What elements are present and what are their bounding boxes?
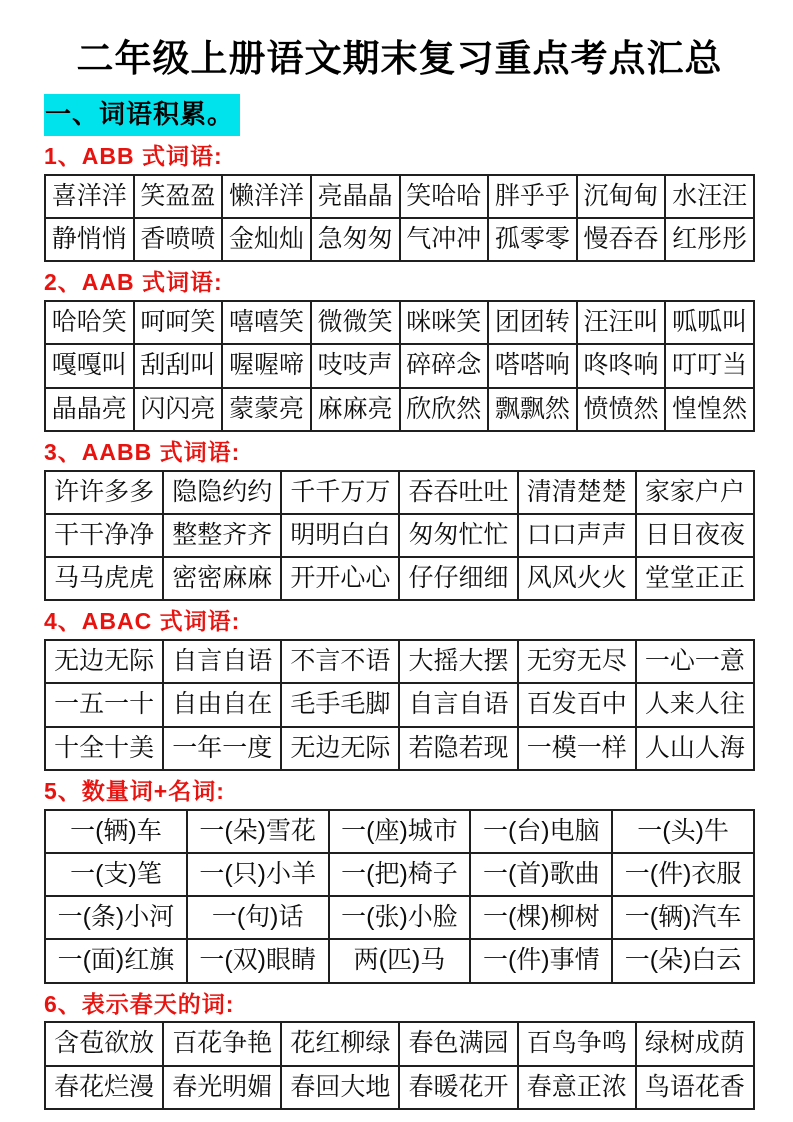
- word-cell: 咚咚响: [577, 344, 666, 387]
- word-cell: 笑哈哈: [400, 175, 489, 218]
- word-cell: 花红柳绿: [281, 1022, 399, 1065]
- word-cell: 十全十美: [45, 727, 163, 770]
- word-cell: 人来人往: [636, 683, 754, 726]
- word-cell: 一年一度: [163, 727, 281, 770]
- word-cell: 一(条)小河: [45, 896, 187, 939]
- words-table-measure-words: [44, 809, 755, 984]
- section-banner-row: [44, 94, 755, 136]
- word-cell: 千千万万: [281, 471, 399, 514]
- word-cell: 愤愤然: [577, 388, 666, 431]
- word-cell: 蒙蒙亮: [222, 388, 311, 431]
- section-heading-abac: 4、ABAC 式词语:: [44, 608, 241, 635]
- word-cell: 麻麻亮: [311, 388, 400, 431]
- word-cell: 清清楚楚: [518, 471, 636, 514]
- word-cell: 碎碎念: [400, 344, 489, 387]
- word-cell: 百花争艳: [163, 1022, 281, 1065]
- word-cell: 吱吱声: [311, 344, 400, 387]
- word-cell: 一(辆)车: [45, 810, 187, 853]
- section-heading-aab: 2、AAB 式词语:: [44, 269, 223, 296]
- word-cell: 吞吞吐吐: [399, 471, 517, 514]
- word-cell: 一(朵)白云: [612, 939, 754, 982]
- word-cell: 气冲冲: [400, 218, 489, 261]
- word-cell: 一(棵)柳树: [470, 896, 612, 939]
- table-row: [45, 471, 754, 514]
- table-row: [45, 301, 754, 344]
- word-cell: 沉甸甸: [577, 175, 666, 218]
- word-cell: 春色满园: [399, 1022, 517, 1065]
- word-cell: 含苞欲放: [45, 1022, 163, 1065]
- word-cell: 整整齐齐: [163, 514, 281, 557]
- table-row: [45, 388, 754, 431]
- word-cell: 香喷喷: [134, 218, 223, 261]
- word-cell: 自由自在: [163, 683, 281, 726]
- word-cell: 嗒嗒响: [488, 344, 577, 387]
- table-row: [45, 853, 754, 896]
- word-cell: 一(件)事情: [470, 939, 612, 982]
- word-cell: 胖乎乎: [488, 175, 577, 218]
- word-cell: 呵呵笑: [134, 301, 223, 344]
- word-cell: 一(句)话: [187, 896, 329, 939]
- table-row: [45, 1066, 754, 1109]
- word-cell: 嘻嘻笑: [222, 301, 311, 344]
- section-heading-abb: 1、ABB 式词语:: [44, 143, 223, 170]
- table-row: [45, 344, 754, 387]
- table-row: [45, 1022, 754, 1065]
- word-cell: 叮叮当: [665, 344, 754, 387]
- word-cell: 一心一意: [636, 640, 754, 683]
- word-cell: 嘎嘎叫: [45, 344, 134, 387]
- word-cell: 一(座)城市: [329, 810, 471, 853]
- word-cell: 春光明媚: [163, 1066, 281, 1109]
- table-row: [45, 939, 754, 982]
- word-cell: 开开心心: [281, 557, 399, 600]
- table-row: [45, 896, 754, 939]
- table-row: [45, 218, 754, 261]
- word-cell: 两(匹)马: [329, 939, 471, 982]
- word-cell: 孤零零: [488, 218, 577, 261]
- word-cell: 人山人海: [636, 727, 754, 770]
- section-banner: 一、词语积累。: [44, 94, 240, 136]
- words-table-abb: [44, 174, 755, 263]
- word-cell: 飘飘然: [488, 388, 577, 431]
- word-cell: 毛手毛脚: [281, 683, 399, 726]
- table-row: [45, 514, 754, 557]
- word-cell: 一(件)衣服: [612, 853, 754, 896]
- word-cell: 春暖花开: [399, 1066, 517, 1109]
- word-cell: 欣欣然: [400, 388, 489, 431]
- word-cell: 干干净净: [45, 514, 163, 557]
- word-cell: 急匆匆: [311, 218, 400, 261]
- words-table-spring-words: [44, 1021, 755, 1110]
- word-cell: 懒洋洋: [222, 175, 311, 218]
- word-cell: 堂堂正正: [636, 557, 754, 600]
- word-cell: 一(台)电脑: [470, 810, 612, 853]
- word-cell: 一(把)椅子: [329, 853, 471, 896]
- word-cell: 一(张)小脸: [329, 896, 471, 939]
- word-cell: 笑盈盈: [134, 175, 223, 218]
- word-cell: 自言自语: [399, 683, 517, 726]
- word-cell: 绿树成荫: [636, 1022, 754, 1065]
- word-cell: 鸟语花香: [636, 1066, 754, 1109]
- word-cell: 惶惶然: [665, 388, 754, 431]
- word-cell: 仔仔细细: [399, 557, 517, 600]
- word-cell: 一(双)眼睛: [187, 939, 329, 982]
- table-row: [45, 727, 754, 770]
- word-cell: 日日夜夜: [636, 514, 754, 557]
- page-title: 二年级上册语文期末复习重点考点汇总: [76, 38, 723, 79]
- word-cell: 哈哈笑: [45, 301, 134, 344]
- word-cell: 明明白白: [281, 514, 399, 557]
- word-cell: 一(面)红旗: [45, 939, 187, 982]
- section-heading-aabb: 3、AABB 式词语:: [44, 438, 241, 465]
- word-cell: 汪汪叫: [577, 301, 666, 344]
- word-cell: 刮刮叫: [134, 344, 223, 387]
- word-cell: 密密麻麻: [163, 557, 281, 600]
- word-cell: 微微笑: [311, 301, 400, 344]
- word-cell: 喜洋洋: [45, 175, 134, 218]
- word-cell: 不言不语: [281, 640, 399, 683]
- word-cell: 呱呱叫: [665, 301, 754, 344]
- word-cell: 若隐若现: [399, 727, 517, 770]
- word-cell: 百鸟争鸣: [518, 1022, 636, 1065]
- table-row: [45, 175, 754, 218]
- word-cell: 红彤彤: [665, 218, 754, 261]
- word-cell: 无边无际: [281, 727, 399, 770]
- word-cell: 团团转: [488, 301, 577, 344]
- word-cell: 亮晶晶: [311, 175, 400, 218]
- word-cell: 口口声声: [518, 514, 636, 557]
- words-table-aabb: [44, 470, 755, 602]
- word-cell: 静悄悄: [45, 218, 134, 261]
- table-row: [45, 810, 754, 853]
- word-cell: 喔喔啼: [222, 344, 311, 387]
- words-table-abac: [44, 639, 755, 771]
- word-cell: 一模一样: [518, 727, 636, 770]
- table-row: [45, 640, 754, 683]
- word-cell: 闪闪亮: [134, 388, 223, 431]
- section-heading-measure-words: 5、数量词+名词:: [44, 777, 225, 804]
- word-cell: 春意正浓: [518, 1066, 636, 1109]
- word-cell: 马马虎虎: [45, 557, 163, 600]
- word-cell: 家家户户: [636, 471, 754, 514]
- word-cell: 春花烂漫: [45, 1066, 163, 1109]
- word-cell: 自言自语: [163, 640, 281, 683]
- word-cell: 匆匆忙忙: [399, 514, 517, 557]
- word-cell: 无穷无尽: [518, 640, 636, 683]
- word-cell: 隐隐约约: [163, 471, 281, 514]
- word-cell: 晶晶亮: [45, 388, 134, 431]
- word-cell: 一(首)歌曲: [470, 853, 612, 896]
- word-cell: 无边无际: [45, 640, 163, 683]
- word-cell: 风风火火: [518, 557, 636, 600]
- word-cell: 一(头)牛: [612, 810, 754, 853]
- table-row: [45, 683, 754, 726]
- table-row: [45, 557, 754, 600]
- words-table-aab: [44, 300, 755, 432]
- word-cell: 一(辆)汽车: [612, 896, 754, 939]
- word-cell: 咪咪笑: [400, 301, 489, 344]
- word-cell: 金灿灿: [222, 218, 311, 261]
- word-cell: 春回大地: [281, 1066, 399, 1109]
- word-cell: 一五一十: [45, 683, 163, 726]
- word-cell: 一(支)笔: [45, 853, 187, 896]
- word-cell: 慢吞吞: [577, 218, 666, 261]
- word-cell: 大摇大摆: [399, 640, 517, 683]
- section-heading-spring-words: 6、表示春天的词:: [44, 990, 235, 1017]
- word-cell: 水汪汪: [665, 175, 754, 218]
- word-cell: 许许多多: [45, 471, 163, 514]
- word-cell: 一(朵)雪花: [187, 810, 329, 853]
- word-cell: 一(只)小羊: [187, 853, 329, 896]
- word-cell: 百发百中: [518, 683, 636, 726]
